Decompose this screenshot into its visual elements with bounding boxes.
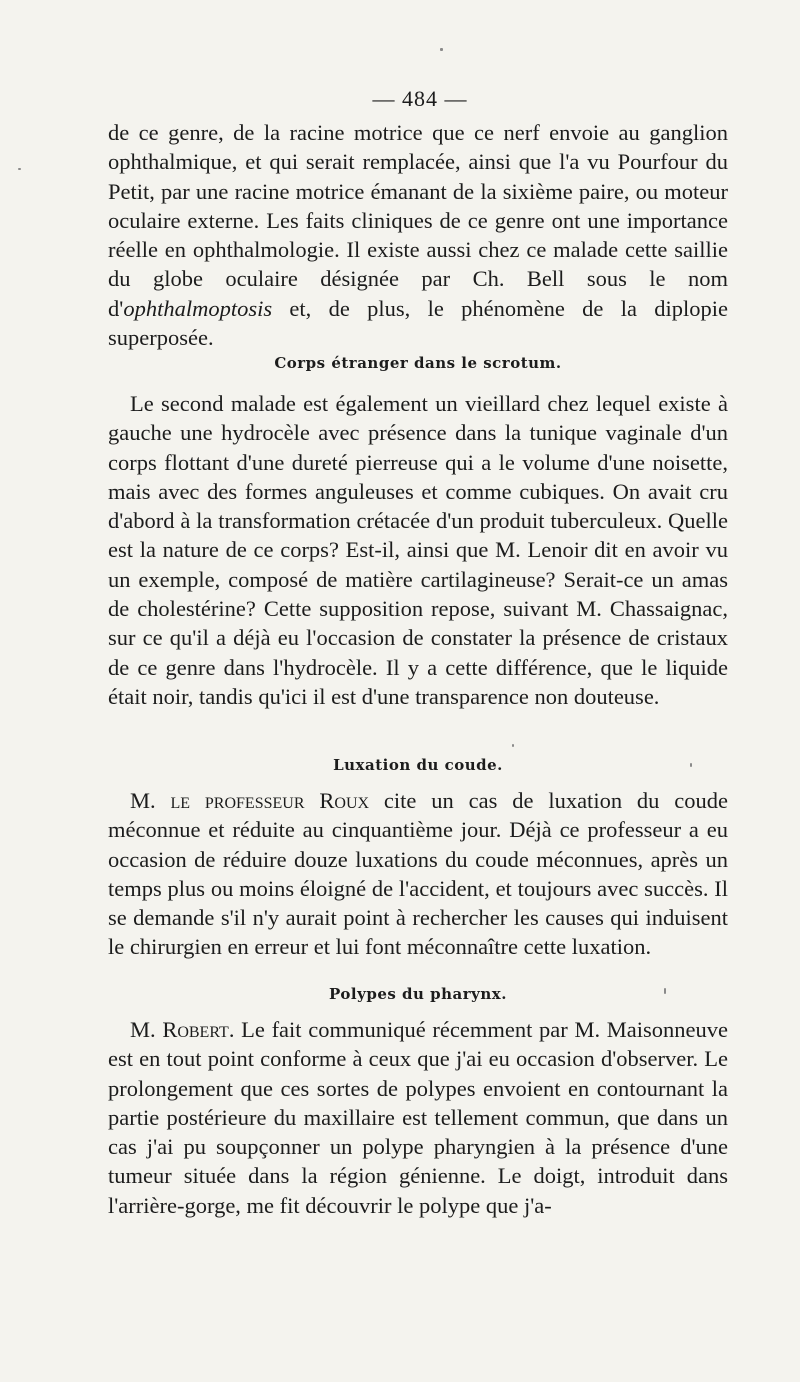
paragraph-text-end: et, de plus, le phénomène de la diplopie superposée. xyxy=(108,295,728,351)
section-heading-corps-etranger: Corps étranger dans le scrotum. xyxy=(274,354,562,372)
speaker-prefix: M. xyxy=(130,1017,163,1042)
paper-speck xyxy=(18,168,21,170)
paragraph-text: de ce genre, de la racine motrice que ce nerf envoie au ganglion ophthalmique, et qui serait remplacée, ainsi que l'a vu Pourfour du Petit, par une racine motrice émanant de la sixième paire, ou moteur oculaire externe. Les faits cliniques de ce genre ont une importance réelle en ophthalmologie. Il existe aussi chez ce malade cette saillie du globe oculaire désignée par Ch. Bell sous le nom d' xyxy=(108,120,728,321)
paper-speck xyxy=(512,744,514,747)
paper-speck xyxy=(664,988,666,994)
paragraph-text: cite un cas de luxation du coude méconnue et réduite au cinquantième jour. Déjà ce professeur a eu occasion de réduire douze luxations du coude méconnues, après un temps plus ou moins éloigné de l'accident, et toujours avec succès. Il se demande s'il n'y aurait point à rechercher les causes qui induisent le chirurgien en erreur et lui font méconnaître cette luxation. xyxy=(108,788,729,960)
speaker-title: le professeur xyxy=(170,788,305,813)
paragraph-text: . Le fait communiqué récemment par M. Maisonneuve est en tout point conforme à ceux que j'ai eu occasion d'observer. Le prolongement que ces sortes de polypes envoient en contournant la partie postérieure du maxillaire est tellement commun, que dans un cas j'ai pu soupçonner un polype pharyngien à la présence d'une tumeur située dans la région génienne. Le doigt, introduit dans l'arrière-gorge, me fit découvrir le polype que j'a- xyxy=(108,1017,728,1218)
paper-speck xyxy=(440,48,443,51)
paper-speck xyxy=(690,763,692,767)
paragraph-luxation xyxy=(108,786,728,962)
section-heading-polypes: Polypes du pharynx. xyxy=(329,985,507,1003)
italic-term: ophthalmoptosis xyxy=(123,295,273,321)
paragraph-text: Le second malade est également un vieillard chez lequel existe à gauche une hydrocèle avec présence dans la tunique vaginale d'un corps flottant d'une dureté pierreuse qui a le volume d'une noisette, mais avec des formes anguleuses et comme cubiques. On avait cru d'abord à la transformation crétacée d'un produit tuberculeux. Quelle est la nature de ce corps? Est-il, ainsi que M. Lenoir dit en avoir vu un exemple, composé de matière cartilagineuse? Serait-ce un amas de cholestérine? Cette supposition repose, suivant M. Chassaignac, sur ce qu'il a déjà eu l'occasion de constater la présence de cristaux de ce genre dans l'hydrocèle. Il y a cette différence, que le liquide était noir, tandis qu'ici il est d'une transparence non douteuse. xyxy=(108,391,728,709)
page-number: — 484 — xyxy=(372,86,468,111)
speaker-prefix: M. xyxy=(130,788,171,813)
speaker-name: Robert xyxy=(162,1017,229,1042)
paragraph-continuation xyxy=(108,118,728,352)
speaker-name: Roux xyxy=(319,788,370,813)
section-heading-luxation: Luxation du coude. xyxy=(333,756,503,774)
paragraph-corps-etranger xyxy=(108,389,728,711)
paragraph-polypes xyxy=(108,1015,728,1220)
